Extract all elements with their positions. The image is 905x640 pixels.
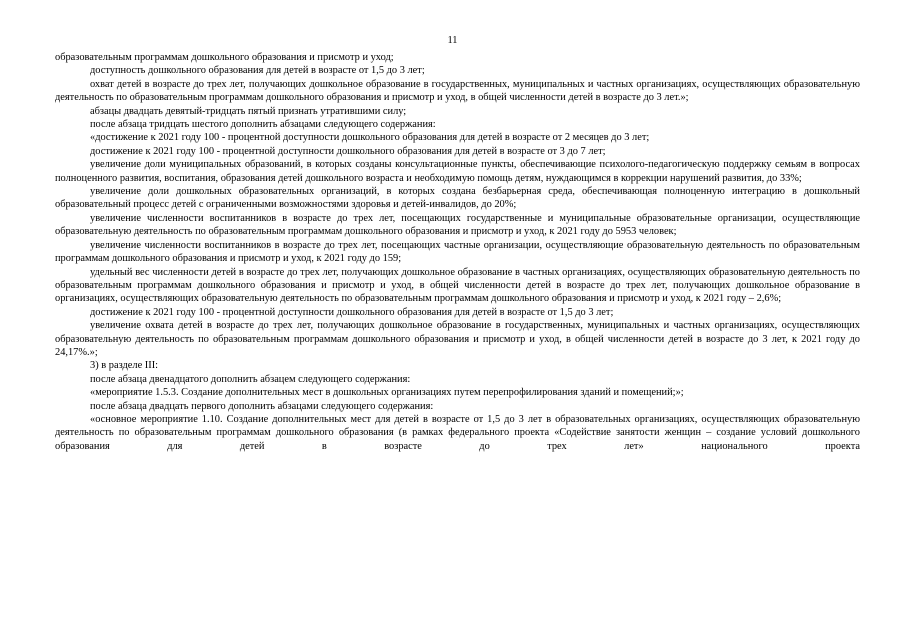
paragraph: 3) в разделе III:: [90, 360, 159, 372]
paragraph: достижение к 2021 году 100 - процентной доступности дошкольного образования для детей в возрасте от 3 до 7 лет;: [90, 145, 606, 157]
paragraph: охват детей в возрасте до трех лет, получающих дошкольное образование в государственных, муниципальных и частных организациях, осуществляющих образовательную деятельность по образовательным программам дошкольного образования и присмотр и уход, в общей численности детей в возрасте до 3 лет.»;: [55, 78, 860, 104]
paragraph: доступность дошкольного образования для детей в возрасте от 1,5 до 3 лет;: [90, 65, 425, 77]
paragraph: достижение к 2021 году 100 - процентной доступности дошкольного образования для детей в возрасте от 1,5 до 3 лет;: [90, 306, 614, 318]
paragraph: увеличение численности воспитанников в возрасте до трех лет, посещающих частные организации, осуществляющие образовательную деятельность по образовательным программам дошкольного образования и присмотр и уход, к 2021 году до 159;: [55, 239, 860, 265]
paragraph: «мероприятие 1.5.3. Создание дополнительных мест в дошкольных организациях путем перепрофилирования зданий и помещений;»;: [90, 387, 684, 399]
paragraph: увеличение численности воспитанников в возрасте до трех лет, посещающих государственные и муниципальные образовательные организации, осуществляющие образовательную деятельность по образовательным программам дошкольного образования и присмотр и уход, к 2021 году до 5953 человек;: [55, 212, 860, 238]
paragraph: после абзаца тридцать шестого дополнить абзацами следующего содержания:: [90, 119, 436, 131]
paragraph: удельный вес численности детей в возрасте до трех лет, получающих дошкольное образование в частных организациях, осуществляющих образовательную деятельность по образовательным программам дошкольного образования и присмотр и уход, в общей численности детей в возрасте до трех лет, получающих дошкольное образование в организациях, осуществляющих образовательную деятельность по образовательным программам дошкольного образования и присмотр и уход, к 2021 году – 2,6%;: [55, 266, 860, 305]
paragraph: «основное мероприятие 1.10. Создание дополнительных мест для детей в возрасте от 1,5 до 3 лет в образовательных организациях, осуществляющих образовательную деятельность по образовательным программам дошкольного образования (в рамках федерального проекта «Содействие занятости женщин – создание условий дошкольного образования для детей в возрасте до трех лет» национального проекта: [55, 413, 860, 452]
paragraph: «достижение к 2021 году 100 - процентной доступности дошкольного образования для детей в возрасте от 2 месяцев до 3 лет;: [90, 132, 650, 144]
paragraph: увеличение доли дошкольных образовательных организаций, в которых создана безбарьерная среда, обеспечивающая полноценную интеграцию в дошкольный образовательный процесс детей с ограниченными возможностями здоровья и детей-инвалидов, до 20%;: [55, 186, 860, 211]
page-number: 11: [447, 35, 458, 46]
paragraph: образовательным программам дошкольного образования и присмотр и уход;: [55, 52, 394, 63]
paragraph: после абзаца двенадцатого дополнить абзацем следующего содержания:: [90, 373, 411, 385]
paragraph: увеличение охвата детей в возрасте до трех лет, получающих дошкольное образование в государственных, муниципальных и частных организациях, осуществляющих образовательную деятельность по образовательным программам дошкольного образования и присмотр и уход, в общей численности детей в возрасте до 3 лет, к 2021 году до 24,17%.»;: [55, 320, 860, 358]
paragraph: после абзаца двадцать первого дополнить абзацами следующего содержания:: [90, 400, 434, 412]
document-body: [55, 51, 860, 453]
paragraph: абзацы двадцать девятый-тридцать пятый признать утратившими силу;: [90, 105, 407, 117]
paragraph: увеличение доли муниципальных образований, в которых созданы консультационные пункты, обеспечивающие психолого-педагогическую поддержку семьям в вопросах полноценного развития, воспитания, образования детей дошкольного возраста и необходимую помощь детям, нуждающимся в коррекции нарушений развития, до 33%;: [55, 159, 860, 184]
